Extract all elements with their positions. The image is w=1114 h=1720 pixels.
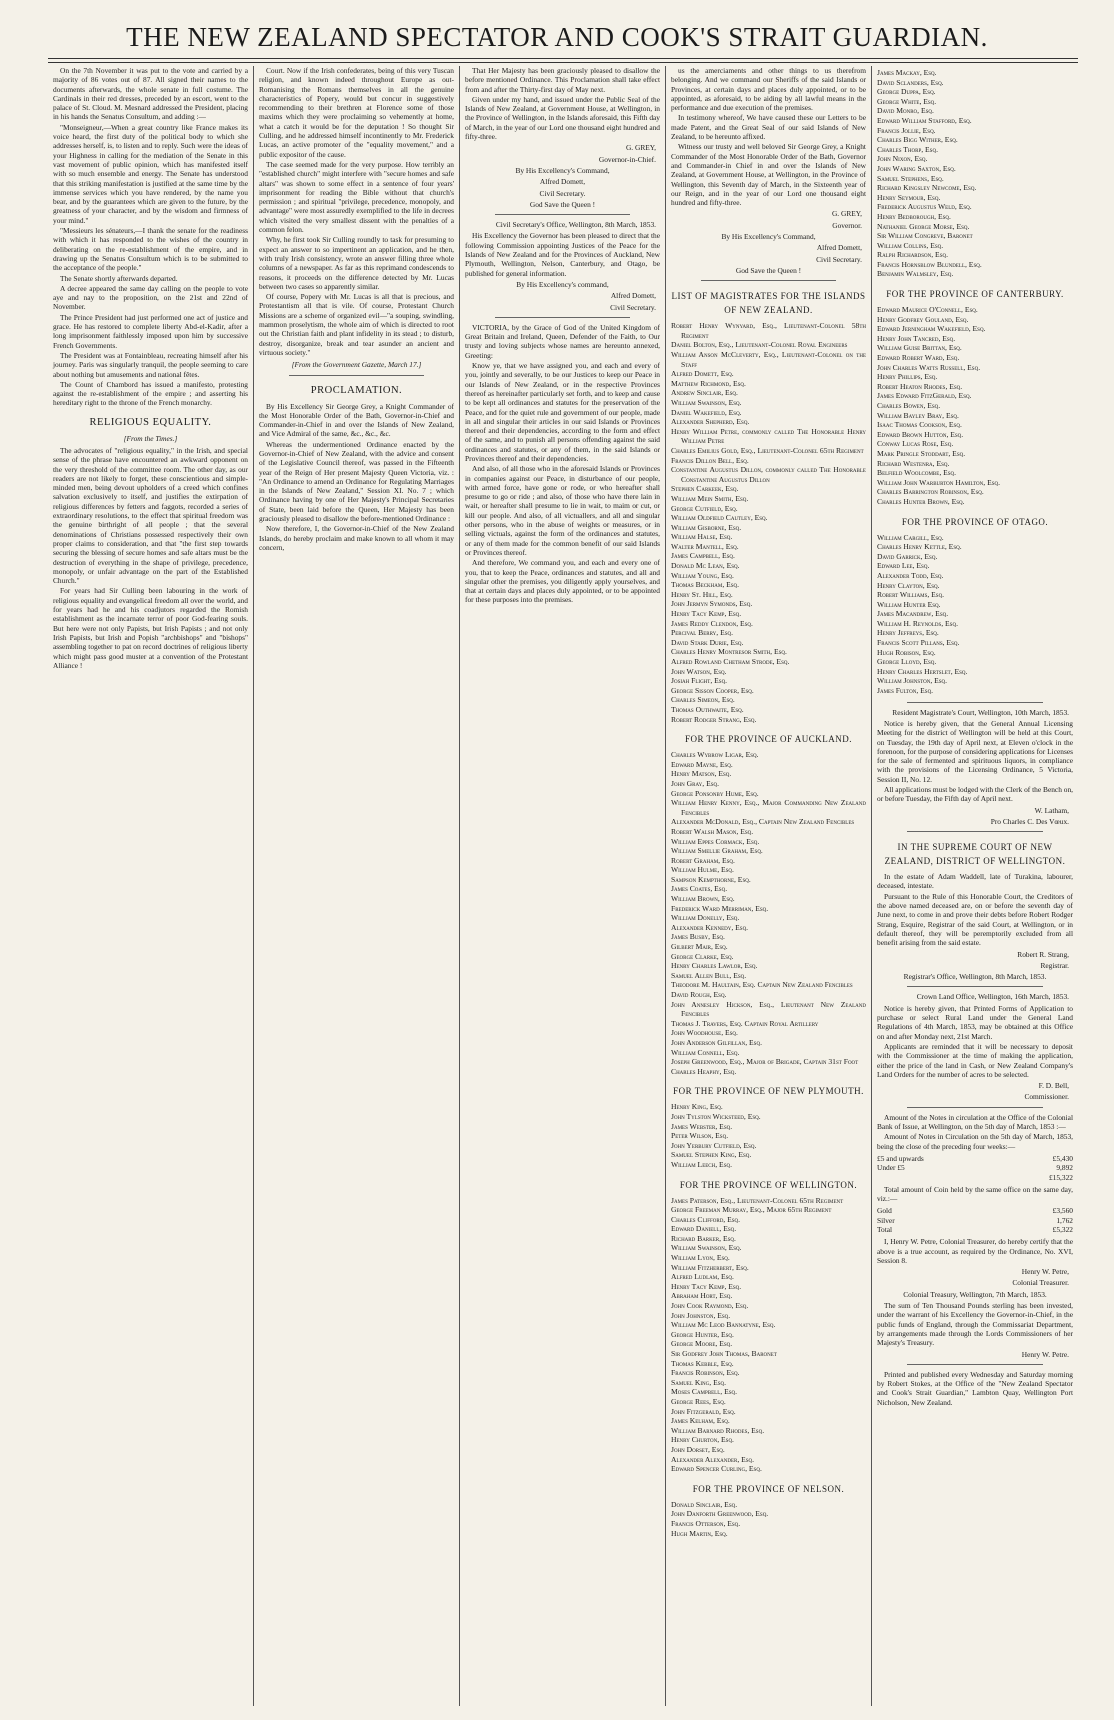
list-item: William Guise Brittan, Esq. [877, 343, 962, 353]
list-item: James Mackay, Esq. [877, 68, 937, 77]
list-item: Samuel King, Esq. [671, 1377, 726, 1387]
secretary-name: Alfred Domett, [610, 291, 656, 301]
secretary-title: Civil Secretary. [816, 254, 862, 264]
list-item: John Johnston, Esq. [671, 1310, 731, 1320]
paragraph: The advocates of "religious equality," in the Irish, and special sense of the phrase have encountered an awkward opponent on the very threshold of the committee room. The other day, as our readers are not likely to forget, these conscientious and simple-minded men, being devout upholders of a creed which confines salvation exclusively to itself, and justifies the extirpation of religious differences by fetters and faggots, recorded a series of extraordinary resolutions, to the effect that spiritual freedom was the genuine birthright of all people ; that the several denominations of Christians possessed respectively their own proper claims to consideration, and that "the first step towards securing the blessing of secure homes and safe altars must be the destruction of everything in the shape of privilege, precedence, monopoly, or unfair advantage on the part of the Established Church." [53, 445, 248, 586]
paragraph: A decree appeared the same day calling on the people to vote aye and nay to the proposition, on the 21st and 22nd of November. [53, 283, 248, 312]
office-dateline: Civil Secretary's Office, Wellington, 8th March, 1853. [495, 220, 656, 230]
list-item: George Rees, Esq. [671, 1396, 726, 1406]
list-item: Henry Churton, Esq. [671, 1435, 734, 1445]
row-label: Gold [877, 1206, 892, 1216]
list-item: Josiah Flight, Esq. [671, 676, 728, 686]
list-item: George Duppa, Esq. [877, 87, 936, 97]
list-item: Henry Seymour, Esq. [877, 192, 941, 202]
masthead-rule [48, 58, 1078, 59]
list-item: Henry John Tancred, Esq. [877, 333, 956, 343]
paragraph: Know ye, that we have assigned you, and each and every of you, jointly and severally, to be our Justices to keep our Peace in our Islands of New Zealand, or in the respective Provinces thereof as hereinafter particularly set forth, and to keep and cause to be kept all ordinances and statutes for the preservation of the Peace, and for the quiet rule and government of our people, made in all and singular their articles in our said Islands or Provinces thereof and their dependencies, according to the form and effect of the same, and to punish all persons offending against the said ordinances and statutes, or any of them, in the said Islands or Provinces thereof and their dependencies. [465, 361, 660, 463]
list-item: Theodore M. Haultain, Esq. Captain New Zealand Fencibles [671, 980, 853, 990]
command-line: By His Excellency's Command, [721, 232, 816, 242]
list-item: James Coates, Esq. [671, 884, 728, 894]
list-item: Alfred Domett, Esq. [671, 369, 734, 379]
divider [907, 1364, 1043, 1365]
list-item: Francis Dillon Bell, Esq. [671, 455, 749, 465]
list-item: William Mein Smith, Esq. [671, 493, 749, 503]
list-item: James Fulton, Esq. [877, 686, 934, 696]
list-item: Frederick Augustus Weld, Esq. [877, 202, 972, 212]
paragraph: The case seemed made for the very purpose. How terribly an "established church" might interfere with "secure homes and safe altars" was shown to some effect in a sentence of four years' imprisonment for reading the Bible without that church's permission ; and spiritual "privilege, precedence, monopoly, and advantage" were most assuredly exemplified to the life in decrees which visited the very smallest dissent with the penalties of a common felon. [259, 159, 454, 235]
list-item: Isaac Thomas Cookson, Esq. [877, 420, 962, 430]
list-item: Edward Robert Ward, Esq. [877, 353, 960, 363]
paragraph: For years had Sir Culling been labouring in the work of religious equality and evangelical freedom all over the world, and for years had he and his coadjutors regarded the Romish establishment as the incarnate terror of poor God-fearing souls. But here were not only Papists, but Irish Papists ; and not only Irish Papists, but Irish and Popish "archbishops" and "bishops" assembling together to pat on record doctrines of religious liberty which might pass good muster at a convention of the Protestant Alliance ! [53, 586, 248, 670]
list-item: Stephen Carkeek, Esq. [671, 484, 739, 494]
row-value: £3,560 [1052, 1206, 1073, 1216]
list-item: Donald Sinclair, Esq. [671, 1499, 738, 1509]
list-item: Henry Bedborough, Esq. [877, 211, 951, 221]
paragraph: All applications must be lodged with the Clerk of the Bench on, or before Tuesday, the Fifth day of April next. [877, 785, 1073, 804]
list-item: John Dorset, Esq. [671, 1444, 725, 1454]
signature-title: Commissioner. [1024, 1092, 1069, 1102]
list-item: Thomas Kebble, Esq. [671, 1358, 734, 1368]
list-item: Charles Thorp, Esq. [877, 144, 938, 154]
province-heading: FOR THE PROVINCE OF OTAGO. [901, 516, 1049, 527]
list-item: Alexander Kennedy, Esq. [671, 922, 749, 932]
source-line: [From the Government Gazette, March 17.] [291, 360, 422, 370]
list-item: George Hunter, Esq. [671, 1329, 734, 1339]
list-item: Conway Lucas Rose, Esq. [877, 439, 954, 449]
god-save-line: God Save the Queen ! [529, 199, 596, 209]
list-item: Henry William Petre, commonly called The Honorable Henry William Petre [671, 426, 866, 446]
list-item: John Watson, Esq. [671, 666, 727, 676]
list-item: James Kelham, Esq. [671, 1416, 730, 1426]
list-item: David Rough, Esq. [671, 990, 727, 1000]
coin-table [877, 1206, 1073, 1234]
paragraph: "Monseigneur,—When a great country like France makes its voice heard, the first duty of the political body to which she addresses herself, is, to listen and to reply. Such were the ideas of your Highness in calling for the mediation of the Senate in this vast movement of public opinion, which has manifested itself with so much ensemble and energy. The Senate has understood that this striking manifestation is justified at the same time by the immense services which you have rendered, by the name you bear, and by the guarantees which are given to the future, by the greatness of your character, and by the wisdom and firmness of your mind." [53, 122, 248, 225]
list-item: Francis Otterson, Esq. [671, 1518, 741, 1528]
column-1 [48, 66, 254, 1706]
list-item: William Bayley Bray, Esq. [877, 410, 959, 420]
list-item: John Cook Raymond, Esq. [671, 1301, 749, 1311]
nelson-list-continued [877, 68, 1073, 279]
auckland-list [671, 750, 866, 1076]
paragraph: Total amount of Coin held by the same office on the same day, viz.:— [877, 1184, 1073, 1204]
paragraph: Witness our trusty and well beloved Sir George Grey, a Knight Commander of the Most Honorable Order of the Bath, Governor and Commander-in Chief in and over the Islands of New Zealand, at Government House, at Wellington, in the Province of Wellington, this Seventh day of March, in the Sixteenth year of our Reign, and in the year of our Lord one thousand eight hundred and fifty-three. [671, 142, 866, 208]
signature-title: Pro Charles C. Des Vœux. [990, 816, 1069, 826]
office-dateline: Resident Magistrate's Court, Wellington, 10th March, 1853. [892, 707, 1069, 717]
secretary-title: Civil Secretary. [539, 188, 586, 198]
list-item: Edward Brown Hutton, Esq. [877, 429, 964, 439]
column-5 [872, 66, 1078, 1706]
secretary-name: Alfred Domett, [816, 243, 862, 253]
list-item: James Edward FitzGerald, Esq. [877, 391, 972, 401]
divider [289, 375, 424, 376]
list-item: Henry Tacy Kemp, Esq. [671, 1281, 742, 1291]
signature-name: F. D. Bell, [1038, 1081, 1069, 1091]
list-item: John Jermyn Symonds, Esq. [671, 599, 753, 609]
paragraph: On the 7th November it was put to the vote and carried by a majority of 86 votes out of 87. All signed their names to the documents afterwards, the whole senate in full costume. The Cardinals in their red dresses, preceded by an escort, went to the palace of St. Cloud. M. Mesnard addressed the President, placing in his hands the Senatus Consultum, and adding :— [53, 66, 248, 122]
list-item: Hugh Martin, Esq. [671, 1528, 728, 1538]
paragraph: The Prince President had just performed one act of justice and grace. He has restored to complete liberty Abd-el-Kadir, after a long imprisonment faithlessly imposed upon him by successive French Governments. [53, 312, 248, 350]
list-item: William Mc Leod Bannatyne, Esq. [671, 1320, 776, 1330]
list-item: Thomas Beckham, Esq. [671, 580, 740, 590]
list-item: George Cutfield, Esq. [671, 503, 738, 513]
signature-name: W. Latham, [1034, 805, 1069, 815]
list-item: William Swainson, Esq. [671, 397, 742, 407]
list-item: Henry Jeffreys, Esq. [877, 628, 939, 638]
list-item: John Gray, Esq. [671, 778, 719, 788]
secretary-title: Civil Secretary. [610, 302, 656, 312]
row-label: Total [877, 1224, 893, 1234]
masthead: THE NEW ZEALAND SPECTATOR AND COOK'S STRAIT GUARDIAN. [126, 22, 988, 52]
list-heading: LIST OF MAGISTRATES FOR THE ISLANDS OF NEW ZEALAND. [671, 291, 866, 316]
list-item: William Leech, Esq. [671, 1159, 732, 1169]
row-label: Under £5 [877, 1163, 905, 1173]
paragraph: I, Henry W. Petre, Colonial Treasurer, do hereby certify that the above is a true account, as required by the Ordinance, No. XVI, Session 8. [877, 1237, 1073, 1265]
list-item: Richard Barker, Esq. [671, 1233, 736, 1243]
paragraph: By His Excellency Sir George Grey, a Knight Commander of the Most Honorable Order of the Bath, Governor-in-Chief and Commander-in-Chief in and over the Islands of New Zealand, and Vice Admiral of the same, &c., &c., &c. [259, 401, 454, 439]
list-item: Samuel Stephens, Esq. [877, 173, 944, 183]
list-item: Robert Henry Wynyard, Esq., Lieutenant-Colonel 58th Regiment [671, 321, 866, 340]
paragraph: Amount of the Notes in circulation at the Office of the Colonial Bank of Issue, at Wellington, on the 5th day of March, 1853 :— [877, 1112, 1073, 1132]
list-item: John Yerbury Cutfield, Esq. [671, 1140, 757, 1150]
list-item: Alexander Alexander, Esq. [671, 1454, 755, 1464]
list-item: William Smellie Graham, Esq. [671, 846, 763, 856]
list-item: Thomas Outhwaite, Esq. [671, 704, 744, 714]
divider [495, 317, 630, 318]
signature-name: G. GREY, [831, 209, 862, 219]
paragraph: His Excellency the Governor has been pleased to direct that the following Commission appointing Justices of the Peace for the Islands of New Zealand and for the Provinces of Auckland, New Plymouth, Wellington, Nelson, Canterbury, and Otago, be published for general information. [465, 231, 660, 278]
paragraph: Notice is hereby given, that the General Annual Licensing Meeting for the district of Wellington will be held at this Court, on Tuesday, the 19th day of April next, at Eleven o'clock in the forenoon, for the purpose of considering applications for Licenses for the sale of fermented and spirituous liquors, in compliance with the provisions of the Licensing Ordinance, 5 Victoria, Session II, No. 12. [877, 718, 1073, 784]
magistrates-list [671, 321, 866, 724]
paragraph: That Her Majesty has been graciously pleased to disallow the before mentioned Ordinance. This Proclamation shall take effect from and after the Thirty-first day of May next. [465, 66, 660, 94]
list-item: Percival Berry, Esq. [671, 628, 733, 638]
list-item: John Anderson Gilfillan, Esq. [671, 1037, 762, 1047]
notes-table [877, 1154, 1073, 1182]
paragraph: Applicants are reminded that it will be necessary to deposit with the Commissioner at the time of making the application, either the price of the land in Cash, or New Zealand Company's Land Orders for the number of acres to be selected. [877, 1041, 1073, 1079]
column-3 [460, 66, 666, 1706]
list-item: William Anson McCleverty, Esq., Lieutenant-Colonel on the Staff [671, 350, 866, 369]
list-item: Andrew Sinclair, Esq. [671, 388, 738, 398]
command-line: By His Excellency's command, [516, 279, 609, 289]
new-plymouth-list [671, 1102, 866, 1169]
province-heading: FOR THE PROVINCE OF NEW PLYMOUTH. [673, 1086, 864, 1097]
signature-name: Robert R. Strang, [1017, 949, 1069, 959]
list-item: Henry Matson, Esq. [671, 769, 732, 779]
divider [495, 214, 630, 215]
list-item: William Hulme, Esq. [671, 865, 734, 875]
paragraph: Now therefore, I, the Governor-in-Chief of the New Zealand Islands, do hereby proclaim and make known to all whom it may concern, [259, 524, 454, 552]
list-item: Charles Heaphy, Esq. [671, 1066, 737, 1076]
paragraph: The sum of Ten Thousand Pounds sterling has been invested, under the warrant of his Excellency the Governor-in-Chief, in the public funds of England, through the Commissariat Department, by arrangements made through the Lords Commissioners of her Majesty's Treasury. [877, 1301, 1073, 1348]
list-item: Francis Jollie, Esq. [877, 125, 936, 135]
nelson-list [671, 1500, 866, 1538]
list-item: Mark Pringle Stoddart, Esq. [877, 448, 966, 458]
paragraph: Court. Now if the Irish confederates, being of this very Tuscan religion, and known indeed throughout Europe as out-Romanising the Romans themselves in all the genuine characteristics of Popery, would but concur in suggestively recommending to their brethren at Florence some of those maxims which they were proclaiming so vehemently at home, what a catch it would be for the deputation ! So thought Sir Culling, and he addressed himself incontinently to Mr. Frederick Lucas, an active promoter of the "equality movement," and a public expositor of the cause. [259, 66, 454, 159]
list-item: Benjamin Walmsley, Esq. [877, 269, 954, 279]
list-item: William Halse, Esq. [671, 532, 733, 542]
list-item: George Sisson Cooper, Esq. [671, 685, 754, 695]
list-item: Henry King, Esq. [671, 1102, 723, 1112]
list-item: Nathaniel George Morse, Esq. [877, 221, 970, 231]
row-value: £5,430 [1052, 1153, 1073, 1163]
list-item: Daniel Bolton, Esq., Lieutenant-Colonel Royal Engineers [671, 340, 848, 350]
list-item: Charles Henry Kettle, Esq. [877, 542, 962, 552]
signature-title: Governor-in-Chief. [598, 154, 656, 164]
list-item: William Eppes Cormack, Esq. [671, 836, 760, 846]
signature-title: Colonial Treasurer. [1012, 1278, 1069, 1288]
list-item: George White, Esq. [877, 96, 937, 106]
list-item: Frederick Ward Merriman, Esq. [671, 903, 769, 913]
list-item: George Clarke, Esq. [671, 951, 734, 961]
divider [907, 986, 1043, 987]
office-dateline: Registrar's Office, Wellington, 8th March, 1853. [903, 972, 1047, 982]
list-item: William Fitzherbert, Esq. [671, 1262, 749, 1272]
list-item: John Waring Saxton, Esq. [877, 163, 956, 173]
list-item: Henry Charles Lawlor, Esq. [671, 961, 758, 971]
divider [907, 831, 1043, 832]
paragraph: In the estate of Adam Waddell, late of Turakina, labourer, deceased, intestate. [877, 872, 1073, 891]
paragraph: And therefore, We command you, and each and every one of you, that to keep the Peace, ordinances and statutes, and all and singular other the premises, you diligently apply yourselves, and that at certain days and places duly appointed, or to be appointed for these purposes into the premises. [465, 558, 660, 605]
list-item: Alfred Rowland Chetham Strode, Esq. [671, 657, 790, 667]
signature-title: Registrar. [1040, 960, 1069, 970]
list-item: William Swainson, Esq. [671, 1243, 742, 1253]
list-item: Moses Campbell, Esq. [671, 1387, 738, 1397]
list-item: Samuel Stephen King, Esq. [671, 1150, 752, 1160]
paragraph: "Messieurs les sénateurs,—I thank the senate for the readiness with which it has responded to the wishes of the country in deliberating on the re-establishment of the empire, and in drawing up the Senatus Consultum which is to be submitted to the acceptance of the people." [53, 226, 248, 273]
divider [907, 1107, 1043, 1108]
paragraph: The Senate shortly afterwards departed. [60, 273, 178, 283]
list-item: Charles Barrington Robinson, Esq. [877, 487, 984, 497]
column-4 [666, 66, 872, 1706]
table-row [877, 1216, 1073, 1225]
list-item: Charles Clifford, Esq. [671, 1214, 741, 1224]
province-heading: FOR THE PROVINCE OF CANTERBURY. [886, 289, 1064, 300]
paragraph: Notice is hereby given, that Printed Forms of Application to purchase or select Rural Land under the General Land Regulations of 4th March, 1853, may be obtained at this Office on and after Monday next, 21st March. [877, 1003, 1073, 1041]
list-item: John Danforth Greenwood, Esq. [671, 1509, 769, 1519]
province-heading: FOR THE PROVINCE OF WELLINGTON. [679, 1179, 858, 1190]
row-value: 1,762 [1056, 1215, 1073, 1225]
list-item: Edward Maurice O'Connell, Esq. [877, 305, 978, 315]
list-item: Sir Godfrey John Thomas, Baronet [671, 1349, 777, 1359]
list-item: William Donelly, Esq. [671, 913, 740, 923]
list-item: Alexander Shepherd, Esq. [671, 417, 750, 427]
list-item: James Reddy Clendon, Esq. [671, 618, 753, 628]
list-item: William H. Reynolds, Esq. [877, 618, 958, 628]
list-item: William Johnston, Esq. [877, 676, 948, 686]
list-item: John Tylston Wicksteed, Esq. [671, 1111, 761, 1121]
list-item: Alfred Ludlam, Esq. [671, 1272, 734, 1282]
list-item: Henry Charles Hertslet, Esq. [877, 666, 968, 676]
list-item: James Paterson, Esq., Lieutenant-Colonel 65th Regiment [671, 1195, 844, 1205]
divider [701, 280, 836, 281]
list-item: Robert Graham, Esq. [671, 855, 735, 865]
list-item: William Brown, Esq. [671, 894, 735, 904]
command-line: By His Excellency's Command, [515, 165, 610, 175]
list-item: Charles Wybrow Ligar, Esq. [671, 750, 759, 760]
list-item: Robert Williams, Esq. [877, 590, 945, 600]
list-item: Charles Bigg Wither, Esq. [877, 135, 958, 145]
list-item: James Webster, Esq. [671, 1121, 733, 1131]
paragraph: Pursuant to the Rule of this Honorable Court, the Creditors of the above named deceased are, on or before the seventh day of June next, to come in and prove their debts before Robert Rodger Strang, Esquire, Registrar of the said Court, at Wellington, or in default thereof, they will be peremptorily excluded from all benefit arising from the said estate. [877, 891, 1073, 948]
list-item: William Barnard Rhodes, Esq. [671, 1425, 765, 1435]
list-item: Charles Bowen, Esq. [877, 401, 941, 410]
list-item: Hugh Robison, Esq. [877, 647, 936, 657]
paragraph: Given under my hand, and issued under the Public Seal of the Islands of New Zealand, at Government House, at Wellington, in the Province of Wellington, in the Islands aforesaid, this Fifth day of March, in the year of our Lord one thousand eight hundred and fifty-three. [465, 94, 660, 142]
table-row [877, 1206, 1073, 1215]
list-item: David Garrick, Esq. [877, 551, 938, 561]
list-item: George Freeman Murray, Esq., Major 65th Regiment [671, 1205, 832, 1215]
row-label: £5 and upwards [877, 1153, 924, 1163]
list-item: Robert Heaton Rhodes, Esq. [877, 381, 963, 391]
list-item: James Busby, Esq. [671, 932, 725, 942]
paragraph: In testimony whereof, We have caused these our Letters to be made Patent, and the Great Seal of our said Islands of New Zealand, to be hereunto affixed. [671, 113, 866, 142]
list-item: Matthew Richmond, Esq. [671, 378, 746, 388]
list-item: William Connell, Esq. [671, 1047, 740, 1057]
court-heading: IN THE SUPREME COURT OF NEW ZEALAND, DISTRICT OF WELLINGTON. [884, 842, 1066, 867]
office-dateline: Colonial Treasury, Wellington, 7th March, 1853. [903, 1289, 1047, 1299]
list-item: William Henry Kenny, Esq., Major Commanding New Zealand Fencibles [671, 798, 866, 817]
list-item: Francis Scott Pillans, Esq. [877, 638, 960, 648]
list-item: Joseph Greenwood, Esq., Major of Brigade, Captain 31st Foot [671, 1057, 859, 1067]
province-heading: FOR THE PROVINCE OF NELSON. [692, 1483, 845, 1494]
list-item: John Woodhouse, Esq. [671, 1028, 738, 1038]
signature-name: G. GREY, [625, 143, 656, 153]
list-item: Thomas J. Travers, Esq. Captain Royal Artillery [671, 1018, 819, 1028]
list-item: John Charles Watts Russell, Esq. [877, 362, 981, 372]
row-value: £5,322 [1052, 1224, 1073, 1234]
list-item: Henry Clayton, Esq. [877, 580, 940, 590]
list-item: George Lloyd, Esq. [877, 657, 937, 667]
list-item: Francis Hornsblow Blundell, Esq. [877, 259, 982, 269]
table-row [877, 1163, 1073, 1172]
row-label: Silver [877, 1215, 895, 1225]
province-heading: FOR THE PROVINCE OF AUCKLAND. [684, 734, 853, 745]
paragraph: us the amerciaments and other things to us therefrom belonging. And we command our Sheriffs of the said Islands or Provinces, at certain days and places duly appointed, or to be appointed, as aforesaid, to be aiding by all lawful means in the performance and due execution of the premises. [671, 66, 866, 113]
list-item: John Nixon, Esq. [877, 154, 928, 164]
paragraph: Of course, Popery with Mr. Lucas is all that is precious, and Protestantism all that is vile. Of course, Protestant Church Missions are a scheme of organized evil—"a souping, swindling, mammon proselytism, the whole aim of which is directed to root out the Christian faith and plant infidelity in its stead ; to disturb, destroy, disorganize, break and tear asunder an ancient and virtuous society." [259, 292, 454, 357]
list-item: Donald Mc Lean, Esq. [671, 561, 740, 571]
secretary-name: Alfred Domett, [539, 177, 586, 187]
list-item: Constantine Augustus Dillon, commonly called The Honorable Constantine Augustus Dillon [671, 465, 866, 484]
list-item: William Collins, Esq. [877, 240, 944, 250]
list-item: William Lyon, Esq. [671, 1253, 730, 1263]
columns [48, 66, 1082, 1706]
list-item: John Annesley Hickson, Esq., Lieutenant New Zealand Fencibles [671, 999, 866, 1019]
list-item: William John Warburton Hamilton, Esq. [877, 477, 1000, 487]
list-item: Henry Tacy Kemp, Esq. [671, 609, 742, 619]
paragraph: Why, he first took Sir Culling roundly to task for presuming to expect an answer to so impertinent an application, and he then, with truly Irish consistency, wrote an answer filling three whole columns of a newspaper. As far as this reprimand condescends to reasons, it proceeds on the difference detected by Mr. Lucas between two cases so apparently similar. [259, 235, 454, 291]
paragraph: The Count of Chambord has issued a manifesto, protesting against the re-establishment of the empire ; and asserting his hereditary right to the throne of the French monarchy. [53, 379, 248, 408]
list-item: Richard Westenra, Esq. [877, 458, 950, 468]
god-save-line: God Save the Queen ! [735, 265, 802, 275]
list-item: Henry St. Hill, Esq. [671, 589, 733, 599]
list-item: Henry Phillips, Esq. [877, 372, 938, 382]
list-item: George Ponsonby Hume, Esq. [671, 788, 759, 798]
paragraph: Whereas the undermentioned Ordinance enacted by the Governor-in-Chief of New Zealand, with the advice and consent of the Legislative Council thereof, was passed in the Fifteenth year of the Reign of Her present Majesty Queen Victoria, viz. : "An Ordinance to amend an Ordinance for Regulating Marriages in the Islands of New Zealand," Session XI. No. 7 ; which Ordinance having by one of Her Majesty's Principal Secretaries of State, been laid before the Queen, Her Majesty has been graciously pleased to disallow the before-mentioned Ordinance : [259, 439, 454, 524]
list-item: Robert Rodger Strang, Esq. [671, 714, 757, 724]
list-item: John Fitzgerald, Esq. [671, 1406, 736, 1416]
list-item: George Moore, Esq. [671, 1339, 733, 1349]
list-item: William Cargill, Esq. [877, 532, 944, 542]
list-item: Charles Henry Montresor Smith, Esq. [671, 647, 787, 657]
list-item: Francis Robinson, Esq. [671, 1368, 740, 1378]
list-item: Henry Godfrey Gouland, Esq. [877, 314, 969, 324]
list-item: Charles Emilius Gold, Esq., Lieutenant-Colonel 65th Regiment [671, 445, 864, 455]
list-item: Sir William Congreve, Baronet [877, 231, 973, 241]
list-item: Edward Jerningham Wakefield, Esq. [877, 324, 986, 334]
paragraph: Amount of Notes in Circulation on the 5th day of March, 1853, being the close of the preceding four weeks:— [877, 1132, 1073, 1151]
list-item: William Oldfield Cautley, Esq. [671, 513, 768, 523]
list-item: David Monro, Esq. [877, 106, 934, 116]
table-row [877, 1154, 1073, 1163]
list-item: William Hunter Esq. [877, 599, 941, 609]
paragraph: And also, of all those who in the aforesaid Islands or Provinces in companies against our Peace, in disturbance of our people, with armed force, have gone or rode, or who hereafter shall presume to go or ride ; and also, of those who have there lain in wait, or hereafter shall presume to lie in wait, to maim or cut, or kill our people. And also, of all victuallers, and all and singular other persons, who in the abuse of weights or measures, or in selling victuals, against the form of the ordinances and statutes, or any of them made for the common benefit of our said Islands or Provinces thereof. [465, 464, 660, 557]
list-item: Alexander Todd, Esq. [877, 570, 944, 580]
canterbury-list [877, 305, 1073, 506]
list-item: Edward William Stafford, Esq. [877, 115, 972, 125]
list-item: Edward Spencer Curling, Esq. [671, 1464, 762, 1474]
imprint: Printed and published every Wednesday and Saturday morning by Robert Stokes, at the Office of the "New Zealand Spectator and Cook's Strait Guardian," Lambton Quay, Wellington Port Nicholson, New Zealand. [877, 1369, 1073, 1407]
list-item: Samuel Allen Bull, Esq. [671, 970, 747, 980]
column-2 [254, 66, 460, 1706]
wellington-list [671, 1196, 866, 1474]
list-item: Peter Wilson, Esq. [671, 1131, 729, 1141]
list-item: Gilbert Mair, Esq. [671, 942, 728, 952]
signature-title: Governor. [832, 220, 862, 230]
otago-list [877, 533, 1073, 696]
row-value: £15,322 [1048, 1172, 1073, 1182]
paragraph: VICTORIA, by the Grace of God of the United Kingdom of Great Britain and Ireland, Queen, Defender of the Faith, to Our trusty and loving subjects whose names are hereunto annexed, Greeting: [465, 322, 660, 360]
list-item: Belfield Woolcombe, Esq. [877, 468, 957, 478]
divider [907, 702, 1043, 703]
list-item: Charles Simeon, Esq. [671, 695, 735, 705]
list-item: James Macandrew, Esq. [877, 609, 949, 619]
list-item: David Stark Durie, Esq. [671, 637, 744, 647]
list-item: Edward Lee, Esq. [877, 561, 930, 571]
list-item: James Campbell, Esq. [671, 551, 735, 561]
office-dateline: Crown Land Office, Wellington, 16th March, 1853. [916, 992, 1069, 1002]
list-item: Abraham Hort, Esq. [671, 1291, 733, 1301]
signature-name: Henry W. Petre. [1021, 1349, 1069, 1359]
list-item: William Young, Esq. [671, 570, 734, 580]
list-item: Alexander McDonald, Esq., Captain New Zealand Fencibles [671, 817, 855, 827]
list-item: Robert Walsh Mason, Esq. [671, 826, 754, 836]
section-heading: RELIGIOUS EQUALITY. [89, 416, 212, 428]
list-item: David Sclanders, Esq. [877, 77, 944, 87]
list-item: Ralph Richardson, Esq. [877, 250, 948, 260]
row-value: 9,892 [1056, 1163, 1073, 1173]
list-item: Richard Kingsley Newcome, Esq. [877, 183, 977, 193]
paragraph: The President was at Fontainbleau, recreating himself after his journey. Paris was singularly tranquil, the people seeming to care about nothing but amusements and national fêtes. [53, 350, 248, 379]
table-row [877, 1173, 1073, 1182]
section-heading: PROCLAMATION. [310, 384, 403, 396]
masthead-rule-2 [48, 62, 1078, 63]
list-item: Walter Mantell, Esq. [671, 541, 739, 551]
list-item: Edward Mayne, Esq. [671, 759, 733, 769]
list-item: Sampson Kempthorne, Esq. [671, 874, 751, 884]
table-row [877, 1225, 1073, 1234]
list-item: William Gisborne, Esq. [671, 522, 742, 532]
list-item: Charles Hunter Brown, Esq. [877, 496, 965, 506]
source-line: [From the Times.] [123, 433, 178, 443]
list-item: Edward Daniell, Esq. [671, 1224, 737, 1234]
signature-name: Henry W. Petre, [1021, 1267, 1069, 1277]
list-item: Daniel Wakefield, Esq. [671, 407, 742, 417]
